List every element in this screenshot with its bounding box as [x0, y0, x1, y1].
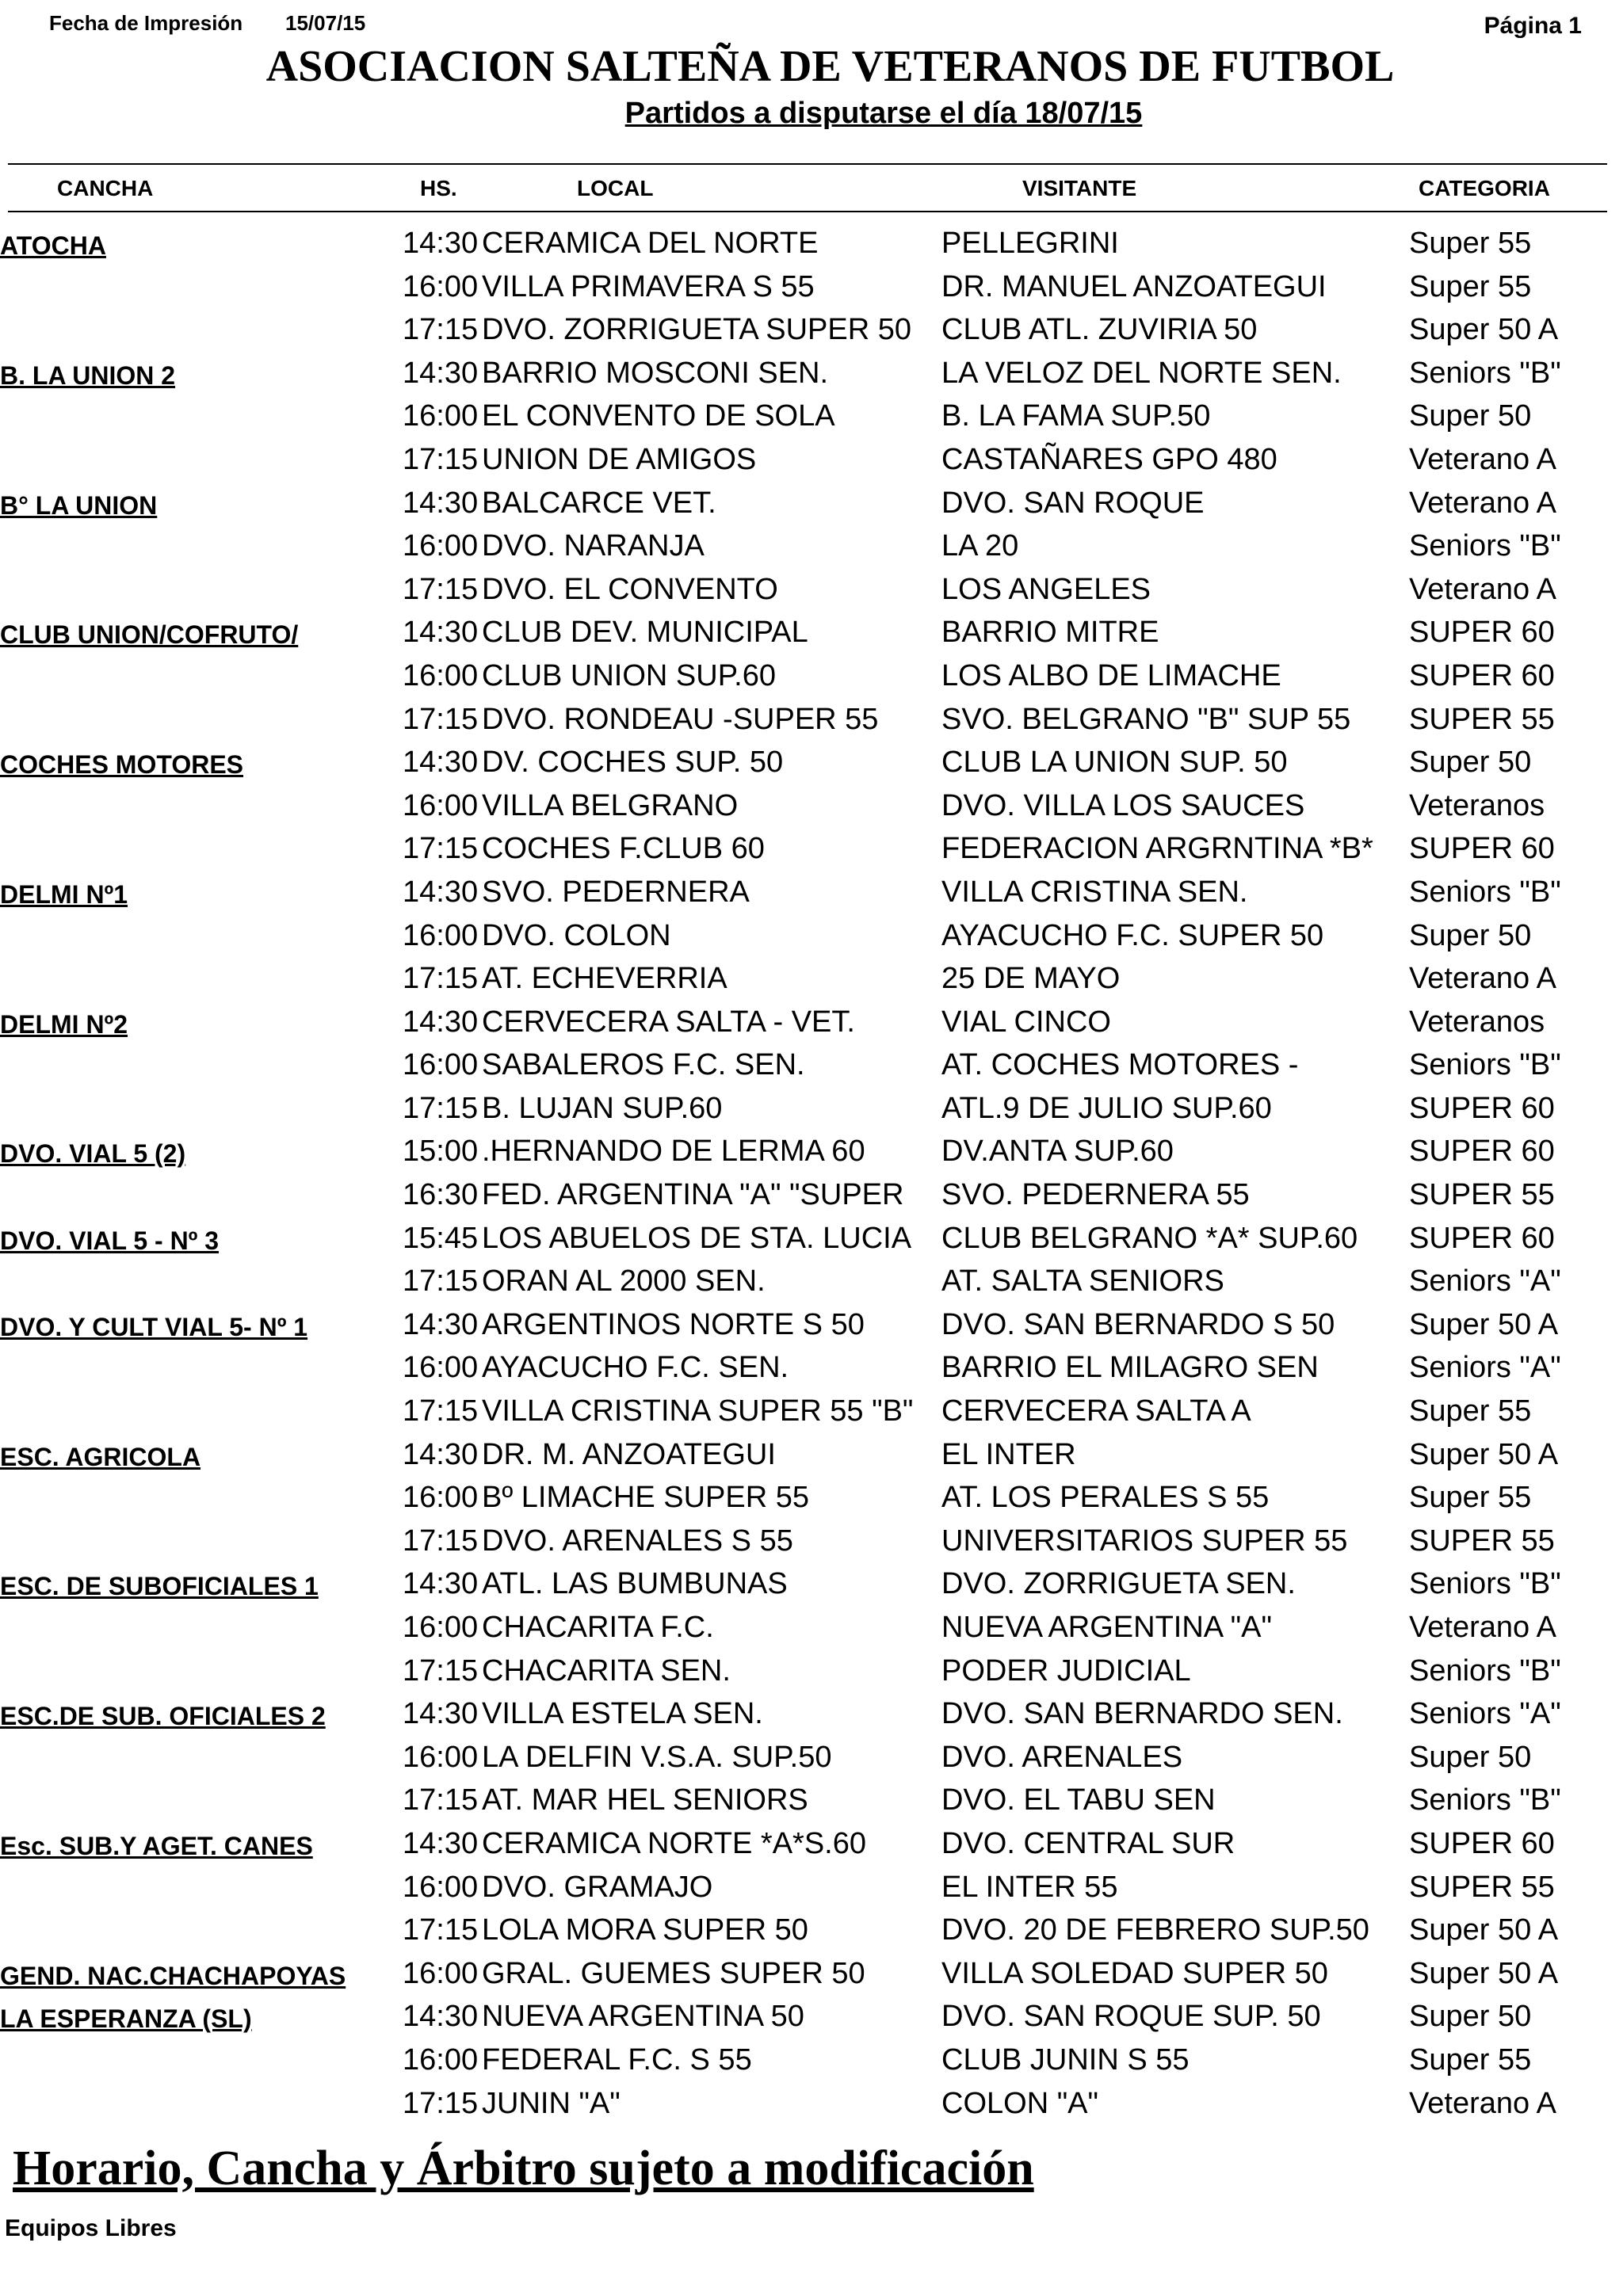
cell-categoria: Seniors "A" — [1409, 1351, 1561, 1385]
cell-visitante: COLON "A" — [941, 2086, 1099, 2120]
cell-cancha: DVO. VIAL 5 - Nº 3 — [0, 1226, 220, 1255]
cell-local: AT. MAR HEL SENIORS — [482, 1783, 808, 1817]
table-row — [0, 1219, 1623, 1262]
cell-hora: 17:15 — [403, 1783, 479, 1817]
table-row — [0, 829, 1623, 872]
cell-local: CERAMICA NORTE *A*S.60 — [482, 1826, 867, 1860]
table-row — [0, 1089, 1623, 1132]
cell-hora: 16:00 — [403, 658, 479, 692]
cell-visitante: DVO. SAN BERNARDO SEN. — [941, 1697, 1343, 1731]
cell-hora: 16:00 — [403, 399, 479, 433]
cell-categoria: Super 50 A — [1409, 1437, 1559, 1471]
table-row — [0, 1521, 1623, 1565]
cell-local: AYACUCHO F.C. SEN. — [482, 1351, 789, 1385]
cell-hora: 14:30 — [403, 746, 479, 780]
cell-hora: 17:15 — [403, 313, 479, 347]
table-row — [0, 656, 1623, 700]
cell-hora: 16:00 — [403, 1048, 479, 1082]
cell-hora: 17:15 — [403, 442, 479, 476]
cell-categoria: Veterano A — [1409, 572, 1556, 606]
cell-categoria: SUPER 55 — [1409, 1524, 1555, 1558]
cell-visitante: CLUB ATL. ZUVIRIA 50 — [941, 313, 1258, 347]
cell-categoria: Veteranos — [1409, 788, 1545, 822]
cell-hora: 17:15 — [403, 1524, 479, 1558]
table-row — [0, 1478, 1623, 1521]
cell-hora: 14:30 — [403, 1826, 479, 1860]
cell-cancha: B. LA UNION 2 — [0, 360, 176, 390]
schedule-notice: Horario, Cancha y Árbitro sujeto a modificación — [13, 2142, 1034, 2195]
table-row — [0, 267, 1623, 311]
cell-visitante: UNIVERSITARIOS SUPER 55 — [941, 1524, 1348, 1558]
cell-visitante: DVO. CENTRAL SUR — [941, 1826, 1235, 1860]
cell-visitante: DVO. SAN ROQUE — [941, 486, 1205, 520]
cell-hora: 14:30 — [403, 1567, 479, 1601]
cell-local: DVO. RONDEAU -SUPER 55 — [482, 702, 879, 736]
cell-categoria: Super 50 — [1409, 918, 1532, 952]
cell-categoria: Veterano A — [1409, 1611, 1556, 1644]
table-row — [0, 1305, 1623, 1348]
cell-local: LA DELFIN V.S.A. SUP.50 — [482, 1740, 832, 1774]
cell-visitante: DVO. SAN ROQUE SUP. 50 — [941, 2000, 1321, 2034]
cell-visitante: LOS ALBO DE LIMACHE — [941, 658, 1281, 692]
cell-visitante: EL INTER — [941, 1437, 1076, 1471]
cell-hora: 15:45 — [403, 1221, 479, 1255]
cell-local: LOS ABUELOS DE STA. LUCIA — [482, 1221, 912, 1255]
cell-local: DVO. NARANJA — [482, 529, 705, 563]
cell-local: LOLA MORA SUPER 50 — [482, 1913, 808, 1947]
cell-local: BALCARCE VET. — [482, 486, 716, 520]
cell-visitante: AT. COCHES MOTORES - — [941, 1048, 1299, 1082]
cell-local: Bº LIMACHE SUPER 55 — [482, 1481, 810, 1515]
cell-visitante: 25 DE MAYO — [941, 962, 1121, 996]
cell-hora: 16:00 — [403, 918, 479, 952]
table-row — [0, 1131, 1623, 1175]
cell-categoria: Super 55 — [1409, 1394, 1532, 1428]
cell-categoria: Seniors "A" — [1409, 1264, 1561, 1299]
cell-local: COCHES F.CLUB 60 — [482, 832, 765, 866]
cell-local: SVO. PEDERNERA — [482, 875, 750, 909]
cell-local: VILLA CRISTINA SUPER 55 "B" — [482, 1394, 914, 1428]
cell-cancha: LA ESPERANZA (SL) — [0, 2004, 252, 2034]
cell-categoria: Veterano A — [1409, 2086, 1556, 2120]
table-row — [0, 1261, 1623, 1305]
cell-categoria: Super 55 — [1409, 269, 1532, 303]
cell-cancha: GEND. NAC.CHACHAPOYAS — [0, 1961, 346, 1990]
cell-visitante: VIAL CINCO — [941, 1005, 1111, 1039]
document-title: ASOCIACION SALTEÑA DE VETERANOS DE FUTBOL — [265, 42, 1395, 91]
cell-hora: 14:30 — [403, 486, 479, 520]
cell-visitante: VILLA CRISTINA SEN. — [941, 875, 1248, 909]
cell-hora: 17:15 — [403, 1394, 479, 1428]
cell-cancha: COCHES MOTORES — [0, 750, 243, 780]
table-row — [0, 353, 1623, 397]
cell-cancha: DVO. VIAL 5 (2) — [0, 1139, 186, 1169]
cell-categoria: Super 50 A — [1409, 313, 1559, 347]
cell-local: ORAN AL 2000 SEN. — [482, 1264, 766, 1299]
column-header-local: LOCAL — [577, 176, 654, 200]
cell-local: .HERNANDO DE LERMA 60 — [482, 1135, 865, 1169]
cell-local: DVO. ARENALES S 55 — [482, 1524, 793, 1558]
cell-cancha: B° LA UNION — [0, 490, 158, 520]
cell-hora: 16:00 — [403, 1956, 479, 1990]
cell-local: CERAMICA DEL NORTE — [482, 227, 819, 260]
table-row — [0, 526, 1623, 570]
cell-local: EL CONVENTO DE SOLA — [482, 399, 835, 433]
header-bottom-rule — [8, 211, 1607, 212]
column-header-hs: HS. — [420, 176, 457, 200]
cell-visitante: ATL.9 DE JULIO SUP.60 — [941, 1091, 1272, 1125]
cell-categoria: SUPER 60 — [1409, 658, 1555, 692]
cell-local: DV. COCHES SUP. 50 — [482, 746, 784, 780]
cell-categoria: Seniors "B" — [1409, 1567, 1561, 1601]
cell-hora: 17:15 — [403, 1091, 479, 1125]
table-row — [0, 1435, 1623, 1478]
cell-cancha: ATOCHA — [0, 231, 106, 260]
cell-categoria: Super 50 A — [1409, 1913, 1559, 1947]
cell-visitante: EL INTER 55 — [941, 1870, 1118, 1904]
cell-local: AT. ECHEVERRIA — [482, 962, 727, 996]
cell-categoria: Super 50 — [1409, 746, 1532, 780]
table-row — [0, 612, 1623, 656]
cell-categoria: Super 50 A — [1409, 1956, 1559, 1990]
cell-local: VILLA ESTELA SEN. — [482, 1697, 763, 1731]
cell-local: SABALEROS F.C. SEN. — [482, 1048, 805, 1082]
cell-visitante: CLUB LA UNION SUP. 50 — [941, 746, 1288, 780]
cell-categoria: SUPER 60 — [1409, 616, 1555, 650]
cell-local: JUNIN "A" — [482, 2086, 621, 2120]
cell-categoria: Super 50 — [1409, 2000, 1532, 2034]
cell-visitante: SVO. PEDERNERA 55 — [941, 1178, 1250, 1212]
cell-local: FED. ARGENTINA "A" "SUPER — [482, 1178, 904, 1212]
cell-local: DR. M. ANZOATEGUI — [482, 1437, 776, 1471]
cell-visitante: NUEVA ARGENTINA "A" — [941, 1611, 1272, 1644]
table-row — [0, 1608, 1623, 1651]
cell-local: DVO. ZORRIGUETA SUPER 50 — [482, 313, 911, 347]
cell-visitante: CLUB BELGRANO *A* SUP.60 — [941, 1221, 1358, 1255]
column-header-categoria: CATEGORIA — [1419, 176, 1550, 200]
cell-visitante: PELLEGRINI — [941, 227, 1119, 260]
table-row — [0, 1348, 1623, 1391]
cell-hora: 17:15 — [403, 832, 479, 866]
table-row — [0, 2084, 1623, 2127]
table-row — [0, 1175, 1623, 1219]
table-row — [0, 1002, 1623, 1046]
cell-visitante: AT. LOS PERALES S 55 — [941, 1481, 1270, 1515]
table-row — [0, 1910, 1623, 1954]
cell-local: NUEVA ARGENTINA 50 — [482, 2000, 804, 2034]
cell-categoria: SUPER 55 — [1409, 1870, 1555, 1904]
cell-hora: 16:00 — [403, 1351, 479, 1385]
table-row — [0, 1780, 1623, 1824]
cell-visitante: AT. SALTA SENIORS — [941, 1264, 1224, 1299]
cell-local: FEDERAL F.C. S 55 — [482, 2042, 752, 2077]
cell-local: VILLA BELGRANO — [482, 788, 739, 822]
cell-hora: 14:30 — [403, 1437, 479, 1471]
cell-local: CHACARITA F.C. — [482, 1611, 714, 1644]
cell-visitante: DVO. 20 DE FEBRERO SUP.50 — [941, 1913, 1369, 1947]
cell-categoria: Seniors "B" — [1409, 529, 1561, 563]
table-row — [0, 786, 1623, 830]
cell-local: DVO. GRAMAJO — [482, 1870, 713, 1904]
cell-categoria: Veterano A — [1409, 442, 1556, 476]
cell-local: DVO. COLON — [482, 918, 671, 952]
cell-hora: 14:30 — [403, 616, 479, 650]
cell-hora: 16:00 — [403, 1611, 479, 1644]
print-date-value: 15/07/15 — [285, 11, 366, 35]
table-row — [0, 1694, 1623, 1737]
cell-visitante: LA 20 — [941, 529, 1019, 563]
cell-hora: 17:15 — [403, 1653, 479, 1688]
cell-hora: 14:30 — [403, 1697, 479, 1731]
table-row — [0, 2040, 1623, 2084]
header-top-rule — [8, 163, 1607, 165]
cell-visitante: DVO. EL TABU SEN — [941, 1783, 1216, 1817]
table-row — [0, 1045, 1623, 1089]
cell-visitante: CLUB JUNIN S 55 — [941, 2042, 1190, 2077]
cell-hora: 14:30 — [403, 875, 479, 909]
cell-local: ARGENTINOS NORTE S 50 — [482, 1307, 865, 1341]
cell-hora: 17:15 — [403, 572, 479, 606]
cell-categoria: Seniors "B" — [1409, 1783, 1561, 1817]
cell-hora: 16:00 — [403, 529, 479, 563]
cell-categoria: Seniors "B" — [1409, 875, 1561, 909]
cell-categoria: SUPER 55 — [1409, 702, 1555, 736]
cell-hora: 16:00 — [403, 1481, 479, 1515]
cell-categoria: Seniors "B" — [1409, 356, 1561, 390]
table-row — [0, 872, 1623, 916]
cell-visitante: CERVECERA SALTA A — [941, 1394, 1251, 1428]
table-row — [0, 223, 1623, 267]
cell-visitante: DVO. ARENALES — [941, 1740, 1183, 1774]
cell-local: CLUB UNION SUP.60 — [482, 658, 776, 692]
page-number: Página 1 — [1484, 13, 1582, 39]
cell-categoria: SUPER 60 — [1409, 1135, 1555, 1169]
cell-local: GRAL. GUEMES SUPER 50 — [482, 1956, 865, 1990]
cell-visitante: CASTAÑARES GPO 480 — [941, 442, 1277, 476]
cell-categoria: SUPER 60 — [1409, 832, 1555, 866]
cell-local: CERVECERA SALTA - VET. — [482, 1005, 855, 1039]
table-row — [0, 742, 1623, 786]
cell-hora: 14:30 — [403, 1005, 479, 1039]
cell-hora: 16:00 — [403, 2042, 479, 2077]
cell-visitante: FEDERACION ARGRNTINA *B* — [941, 832, 1373, 866]
cell-visitante: SVO. BELGRANO "B" SUP 55 — [941, 702, 1351, 736]
cell-hora: 14:30 — [403, 356, 479, 390]
cell-categoria: Veteranos — [1409, 1005, 1545, 1039]
cell-local: CHACARITA SEN. — [482, 1653, 731, 1688]
cell-visitante: DR. MANUEL ANZOATEGUI — [941, 269, 1327, 303]
cell-visitante: VILLA SOLEDAD SUPER 50 — [941, 1956, 1328, 1990]
cell-hora: 16:00 — [403, 1740, 479, 1774]
document-subtitle: Partidos a disputarse el día 18/07/15 — [624, 97, 1143, 130]
cell-local: UNION DE AMIGOS — [482, 442, 757, 476]
table-row — [0, 1564, 1623, 1608]
cell-hora: 17:15 — [403, 1264, 479, 1299]
cell-hora: 17:15 — [403, 962, 479, 996]
free-teams-label: Equipos Libres — [5, 2215, 177, 2241]
cell-cancha: ESC. AGRICOLA — [0, 1442, 201, 1471]
table-row — [0, 1997, 1623, 2040]
cell-cancha: DELMI Nº1 — [0, 879, 128, 909]
cell-categoria: SUPER 55 — [1409, 1178, 1555, 1212]
cell-visitante: DVO. SAN BERNARDO S 50 — [941, 1307, 1335, 1341]
cell-hora: 17:15 — [403, 1913, 479, 1947]
cell-local: DVO. EL CONVENTO — [482, 572, 778, 606]
cell-hora: 14:30 — [403, 1307, 479, 1341]
cell-categoria: SUPER 60 — [1409, 1221, 1555, 1255]
cell-hora: 14:30 — [403, 2000, 479, 2034]
cell-hora: 17:15 — [403, 2086, 479, 2120]
cell-cancha: DELMI Nº2 — [0, 1009, 128, 1039]
cell-visitante: DV.ANTA SUP.60 — [941, 1135, 1174, 1169]
cell-categoria: Super 55 — [1409, 2042, 1532, 2077]
table-row — [0, 700, 1623, 743]
table-row — [0, 959, 1623, 1002]
cell-local: ATL. LAS BUMBUNAS — [482, 1567, 788, 1601]
cell-categoria: SUPER 60 — [1409, 1091, 1555, 1125]
cell-categoria: Super 55 — [1409, 227, 1532, 260]
table-row — [0, 396, 1623, 440]
cell-visitante: PODER JUDICIAL — [941, 1653, 1191, 1688]
cell-categoria: Veterano A — [1409, 486, 1556, 520]
cell-categoria: Super 50 — [1409, 1740, 1532, 1774]
table-row — [0, 1867, 1623, 1911]
cell-hora: 15:00 — [403, 1135, 479, 1169]
cell-visitante: DVO. VILLA LOS SAUCES — [941, 788, 1305, 822]
table-row — [0, 310, 1623, 353]
matches-table — [0, 223, 1623, 2126]
cell-categoria: Seniors "B" — [1409, 1048, 1561, 1082]
cell-local: VILLA PRIMAVERA S 55 — [482, 269, 815, 303]
cell-categoria: Super 50 — [1409, 399, 1532, 433]
column-header-visitante: VISITANTE — [1022, 176, 1137, 200]
cell-local: B. LUJAN SUP.60 — [482, 1091, 723, 1125]
cell-cancha: CLUB UNION/COFRUTO/ — [0, 620, 299, 650]
cell-categoria: Seniors "A" — [1409, 1697, 1561, 1731]
cell-categoria: Super 50 A — [1409, 1307, 1559, 1341]
table-row — [0, 483, 1623, 527]
table-row — [0, 1651, 1623, 1695]
cell-hora: 17:15 — [403, 702, 479, 736]
cell-visitante: AYACUCHO F.C. SUPER 50 — [941, 918, 1324, 952]
table-row — [0, 1824, 1623, 1867]
cell-visitante: B. LA FAMA SUP.50 — [941, 399, 1211, 433]
cell-categoria: SUPER 60 — [1409, 1826, 1555, 1860]
cell-cancha: DVO. Y CULT VIAL 5- Nº 1 — [0, 1312, 308, 1341]
cell-visitante: LA VELOZ DEL NORTE SEN. — [941, 356, 1342, 390]
table-row — [0, 1954, 1623, 1997]
cell-visitante: BARRIO MITRE — [941, 616, 1159, 650]
cell-hora: 16:00 — [403, 269, 479, 303]
cell-local: BARRIO MOSCONI SEN. — [482, 356, 829, 390]
cell-cancha: ESC. DE SUBOFICIALES 1 — [0, 1572, 319, 1601]
cell-categoria: Seniors "B" — [1409, 1653, 1561, 1688]
cell-hora: 16:30 — [403, 1178, 479, 1212]
cell-visitante: LOS ANGELES — [941, 572, 1151, 606]
cell-cancha: Esc. SUB.Y AGET. CANES — [0, 1831, 313, 1860]
table-row — [0, 1737, 1623, 1781]
cell-visitante: BARRIO EL MILAGRO SEN — [941, 1351, 1319, 1385]
cell-visitante: DVO. ZORRIGUETA SEN. — [941, 1567, 1296, 1601]
cell-hora: 16:00 — [403, 788, 479, 822]
column-header-cancha: CANCHA — [57, 176, 154, 200]
table-row — [0, 916, 1623, 959]
cell-categoria: Super 55 — [1409, 1481, 1532, 1515]
cell-hora: 16:00 — [403, 1870, 479, 1904]
print-date-label: Fecha de Impresión — [49, 11, 243, 35]
cell-hora: 14:30 — [403, 227, 479, 260]
table-row — [0, 1391, 1623, 1435]
table-row — [0, 570, 1623, 613]
cell-local: CLUB DEV. MUNICIPAL — [482, 616, 808, 650]
table-row — [0, 440, 1623, 483]
cell-categoria: Veterano A — [1409, 962, 1556, 996]
cell-cancha: ESC.DE SUB. OFICIALES 2 — [0, 1702, 326, 1731]
